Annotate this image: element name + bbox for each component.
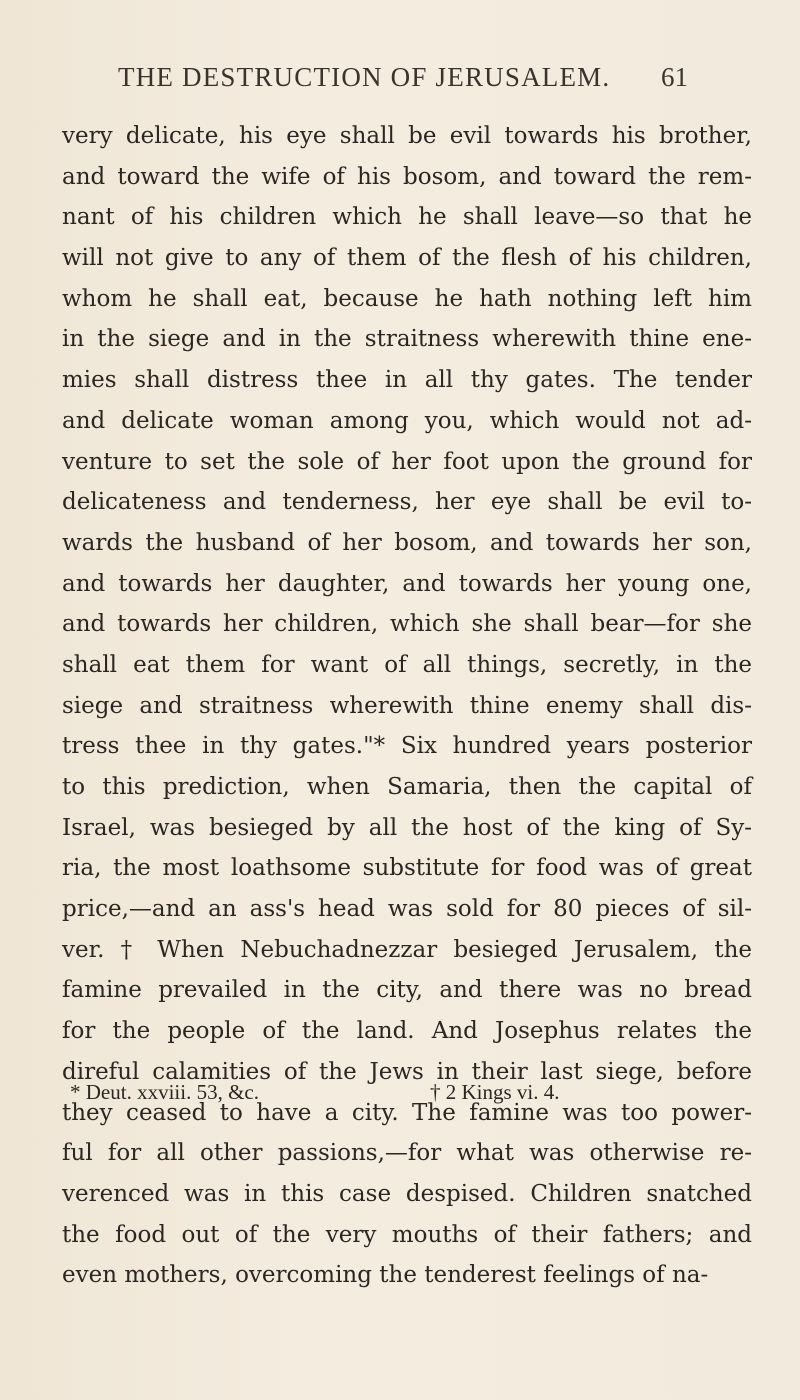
text-line: the food out of the very mouths of their fathers; and: [62, 1221, 752, 1248]
text-line: direful calamities of the Jews in their last siege, before: [62, 1058, 752, 1085]
text-line: ful for all other passions,—for what was otherwise re-: [62, 1140, 752, 1167]
text-line: very delicate, his eye shall be evil towards his brother,: [62, 123, 752, 149]
text-line: and towards her daughter, and towards her young one,: [62, 570, 752, 597]
text-line: and toward the wife of his bosom, and toward the rem-: [62, 163, 752, 190]
page-number: 61: [661, 62, 688, 92]
footnote-deuteronomy: * Deut. xxviii. 53, &c.: [70, 1080, 259, 1104]
text-line: Israel, was besieged by all the host of the king of Sy-: [62, 814, 752, 841]
text-line: delicateness and tenderness, her eye shall be evil to-: [62, 489, 752, 516]
running-head: THE DESTRUCTION OF JERUSALEM.: [118, 62, 611, 92]
text-line: will not give to any of them of the flesh of his children,: [62, 245, 752, 272]
text-line: they ceased to have a city. The famine was too power-: [62, 1099, 752, 1126]
text-line: wards the husband of her bosom, and towards her son,: [62, 529, 752, 556]
text-line: mies shall distress thee in all thy gates. The tender: [62, 367, 752, 394]
text-line: venture to set the sole of her foot upon the ground for: [62, 448, 752, 475]
text-line: famine prevailed in the city, and there was no bread: [62, 977, 752, 1004]
text-line: to this prediction, when Samaria, then the capital of: [62, 774, 752, 800]
text-line: shall eat them for want of all things, secretly, in the: [62, 651, 752, 678]
text-line: nant of his children which he shall leave—so that he: [62, 204, 752, 231]
text-line: for the people of the land. And Josephus relates the: [62, 1018, 752, 1045]
text-line: verenced was in this case despised. Children snatched: [62, 1180, 752, 1207]
text-line: ria, the most loathsome substitute for food was of great: [62, 855, 752, 882]
text-line: whom he shall eat, because he hath nothing left him: [62, 285, 752, 312]
footnote-kings: † 2 Kings vi. 4.: [430, 1080, 560, 1104]
body-text: [62, 116, 752, 1296]
text-line: ver. † When Nebuchadnezzar besieged Jerusalem, the: [62, 936, 752, 963]
text-line: and towards her children, which she shall bear—for she: [62, 611, 752, 638]
text-line: tress thee in thy gates."* Six hundred years posterior: [62, 733, 752, 760]
text-line: and delicate woman among you, which would not ad-: [62, 407, 752, 434]
text-line: siege and straitness wherewith thine enemy shall dis-: [62, 692, 752, 719]
text-line: price,—and an ass's head was sold for 80 pieces of sil-: [62, 896, 752, 923]
text-line: in the siege and in the straitness wherewith thine ene-: [62, 326, 752, 353]
text-line: even mothers, overcoming the tenderest feelings of na-: [62, 1262, 709, 1289]
